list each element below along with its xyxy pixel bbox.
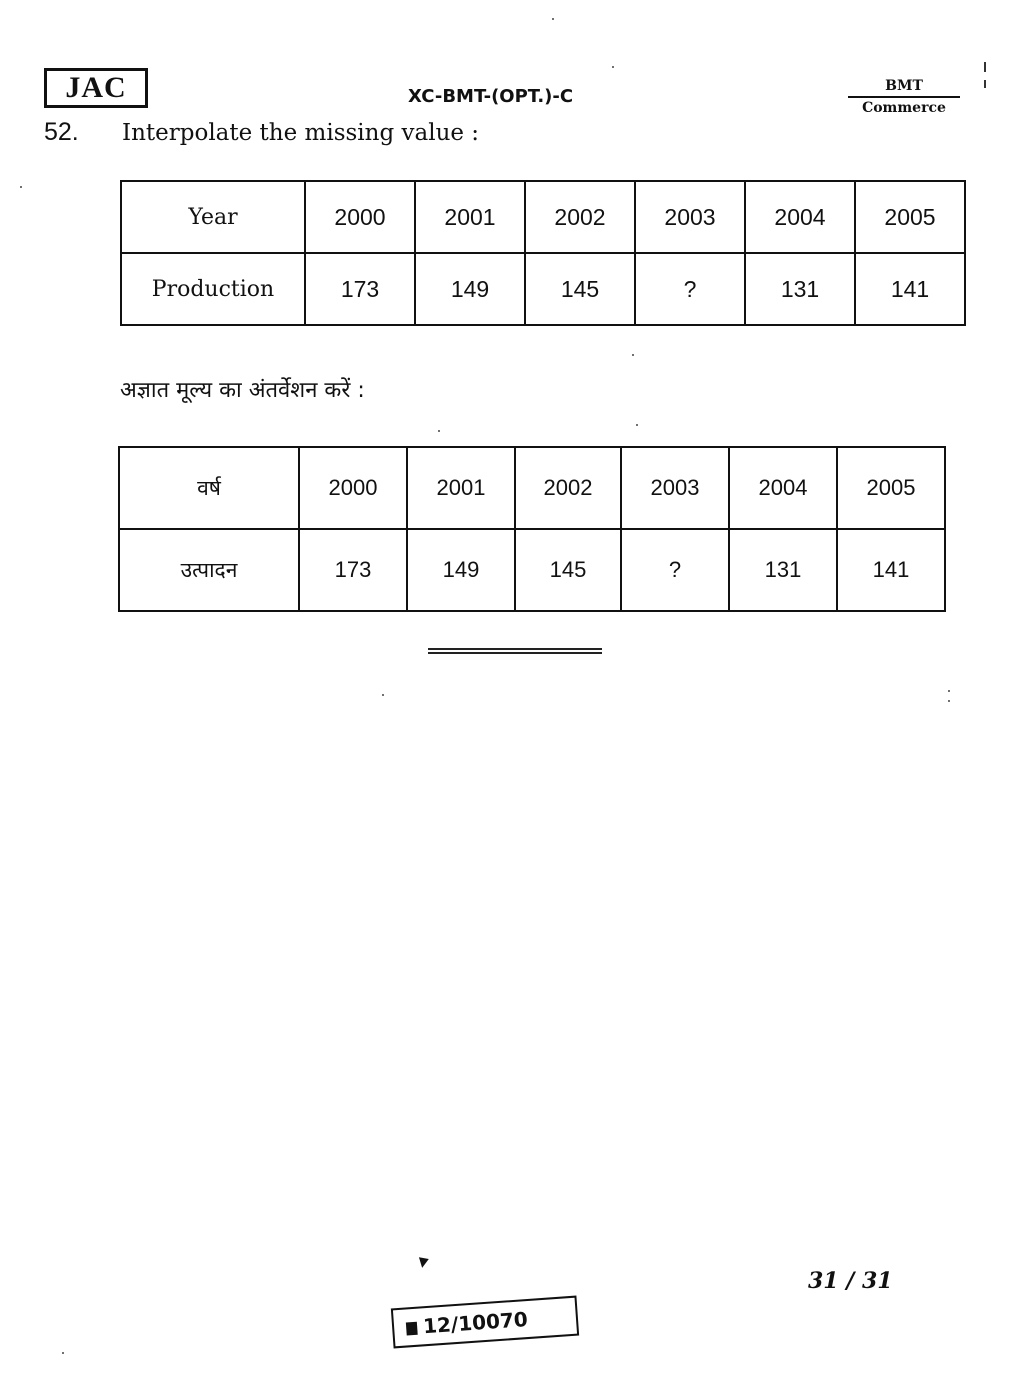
page-number: 31 / 31 (808, 1268, 893, 1294)
scan-speck (948, 690, 950, 692)
stamp-square-icon (406, 1322, 418, 1336)
production-cell: 149 (407, 529, 515, 611)
year-cell: 2000 (299, 447, 407, 529)
year-cell: 2004 (745, 181, 855, 253)
scan-speck (612, 66, 614, 68)
table-row (121, 253, 965, 325)
english-data-table (120, 180, 966, 326)
scan-speck (552, 18, 554, 20)
question-text-english: Interpolate the missing value : (122, 120, 480, 146)
scan-speck (382, 694, 384, 696)
row-label-year: Year (121, 181, 305, 253)
scan-mark (984, 62, 986, 72)
scan-speck (20, 186, 22, 188)
scan-speck (948, 700, 950, 702)
row-label-production-hindi: उत्पादन (119, 529, 299, 611)
year-cell: 2001 (415, 181, 525, 253)
production-cell: 173 (305, 253, 415, 325)
paper-code: XC-BMT-(OPT.)-C (408, 86, 574, 107)
scan-mark (984, 80, 986, 88)
row-label-year-hindi: वर्ष (119, 447, 299, 529)
production-cell-missing: ? (635, 253, 745, 325)
production-cell: 141 (855, 253, 965, 325)
subject-bottom: Commerce (862, 100, 946, 116)
production-cell: 145 (515, 529, 621, 611)
scan-speck (632, 354, 634, 356)
year-cell: 2002 (515, 447, 621, 529)
year-cell: 2005 (855, 181, 965, 253)
production-cell-missing: ? (621, 529, 729, 611)
board-logo-box: JAC (44, 68, 148, 108)
table-row (121, 181, 965, 253)
ink-mark-icon (417, 1257, 429, 1269)
question-text-hindi: अज्ञात मूल्य का अंतर्वेशन करें : (120, 378, 365, 403)
hindi-data-table (118, 446, 946, 612)
production-cell: 149 (415, 253, 525, 325)
scan-speck (636, 424, 638, 426)
question-number: 52. (44, 118, 79, 146)
year-cell: 2001 (407, 447, 515, 529)
year-cell: 2005 (837, 447, 945, 529)
production-cell: 173 (299, 529, 407, 611)
production-cell: 145 (525, 253, 635, 325)
table-row (119, 529, 945, 611)
production-cell: 131 (745, 253, 855, 325)
year-cell: 2003 (635, 181, 745, 253)
production-cell: 131 (729, 529, 837, 611)
row-label-production: Production (121, 253, 305, 325)
subject-label (848, 78, 960, 116)
scan-speck (438, 430, 440, 432)
year-cell: 2004 (729, 447, 837, 529)
year-cell: 2002 (525, 181, 635, 253)
production-cell: 141 (837, 529, 945, 611)
stamp-code: 12/10070 (422, 1307, 529, 1339)
scan-speck (62, 1352, 64, 1354)
year-cell: 2000 (305, 181, 415, 253)
section-end-rule (428, 648, 602, 654)
subject-top: BMT (848, 78, 960, 98)
serial-stamp (391, 1296, 579, 1349)
year-cell: 2003 (621, 447, 729, 529)
table-row (119, 447, 945, 529)
